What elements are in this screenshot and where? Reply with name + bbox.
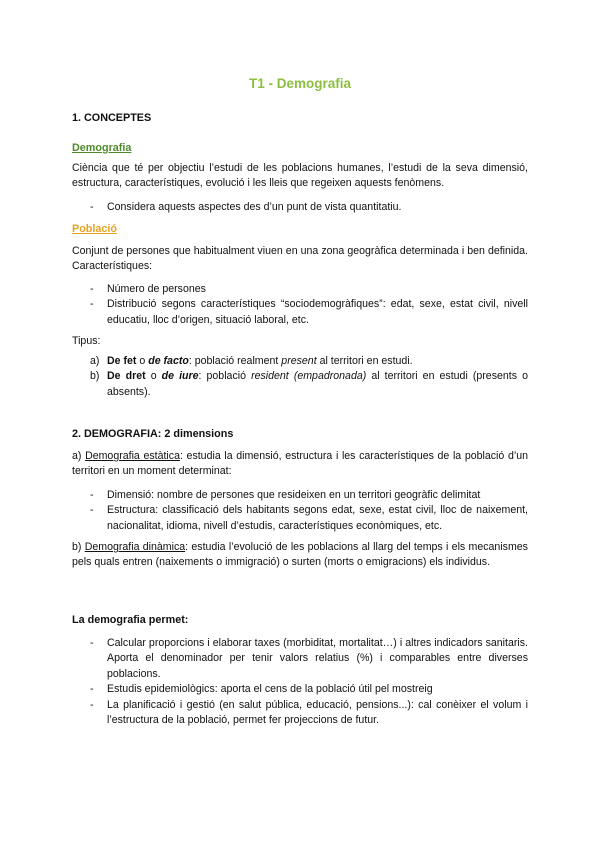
- list-item: - Estudis epidemiològics: aporta el cens de la població útil pel mostreig: [72, 682, 528, 697]
- bullet-marker: -: [90, 504, 94, 517]
- bullet-marker: -: [90, 683, 94, 696]
- section-heading-demografia-dimensions: 2. DEMOGRAFIA: 2 dimensions: [72, 428, 234, 440]
- permet-bullet-list: [72, 636, 528, 728]
- list-item: - La planificació i gestió (en salut pública, educació, pensions...): cal conèixer el volum i l’estructura de la població, permet fer projeccions de futur.: [90, 698, 528, 727]
- tipus-label: Tipus:: [72, 335, 101, 347]
- demografia-dinamica-term: Demografia dinàmica: [84, 541, 186, 553]
- list-item: a) De fet o de facto: població realment present al territori en estudi.: [72, 354, 528, 369]
- list-item: - Considera aquests aspectes des d’un punt de vista quantitatiu.: [72, 200, 528, 215]
- demografia-dinamica-paragraph: b) Demografia dinàmica: estudia l’evolució de les poblacions al llarg del temps i els mecanismes pels quals entren (naixements o immigració) o surten (morts o emigracions) els individus.: [72, 541, 528, 569]
- section-heading-conceptes: 1. CONCEPTES: [72, 112, 152, 124]
- list-item: - Dimensió: nombre de persones que resideixen en un territori geogràfic delimitat: [72, 488, 528, 503]
- list-item: b) De dret o de iure: població resident (empadronada) al territori en estudi (presents o absents).: [90, 370, 528, 398]
- demografia-estatica-paragraph: a) Demografia estàtica: estudia la dimensió, estructura i les característiques de la població d’un territori en un moment determinat:: [72, 450, 528, 478]
- subheading-demografia: Demografia: [72, 142, 132, 154]
- demografia-estatica-term: Demografia estàtica: [85, 450, 180, 462]
- subheading-poblacio: Població: [72, 223, 117, 235]
- demografia-definition: Ciència que té per objectiu l’estudi de les poblacions humanes, l’estudi de la seva dimensió, estructura, característiques, evolució i les lleis que regeixen aquests fenòmens.: [72, 162, 528, 190]
- poblacio-bullet-list: [72, 282, 528, 328]
- bullet-marker: -: [90, 489, 94, 501]
- bullet-marker: -: [90, 698, 94, 711]
- list-item: - Calcular proporcions i elaborar taxes (morbiditat, mortalitat…) i altres indicadors sanitaris. Aporta el denominador per tenir valors relatius (%) i comparables entre diverses poblacions.: [90, 637, 528, 680]
- page-title: T1 - Demografia: [248, 76, 352, 91]
- poblacio-definition: Conjunt de persones que habitualment viuen en una zona geogràfica determinada i ben definida. Característiques:: [72, 245, 528, 273]
- section-heading-demografia-permet: La demografia permet:: [72, 614, 189, 626]
- estatica-bullet-list: [72, 488, 528, 534]
- list-item: - Número de persones: [72, 282, 528, 297]
- list-marker: a): [90, 355, 100, 367]
- bullet-marker: -: [90, 298, 94, 311]
- bullet-marker: -: [90, 637, 94, 649]
- list-item: - Estructura: classificació dels habitants segons edat, sexe, estat civil, lloc de naixement, nacionalitat, idioma, nivell d’estudis, característiques econòmiques, etc.: [90, 504, 528, 532]
- bullet-marker: -: [90, 283, 94, 295]
- bullet-marker: -: [90, 201, 94, 213]
- list-marker: b): [90, 370, 100, 383]
- tipus-list: [72, 354, 528, 400]
- demografia-bullet-list: [72, 200, 528, 215]
- list-item: - Distribució segons característiques “sociodemogràfiques”: edat, sexe, estat civil, nivell educatiu, lloc d’origen, situació laboral, etc.: [90, 298, 528, 326]
